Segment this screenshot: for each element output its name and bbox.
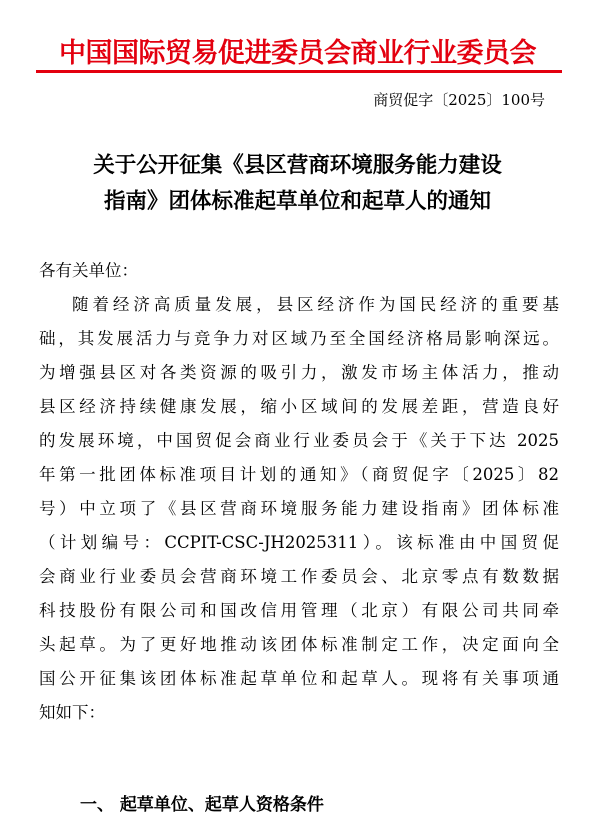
body-line: 随着经济高质量发展，县区经济作为国民经济的重要基 xyxy=(72,295,559,314)
notice-title xyxy=(40,148,555,220)
header-red-rule xyxy=(36,70,562,73)
body-line: 会商业行业委员会营商环境工作委员会、北京零点有数数据 xyxy=(39,567,559,586)
notice-title-line-1: 关于公开征集《县区营商环境服务能力建设 xyxy=(93,153,502,178)
body-line: 号）中立项了《县区营商环境服务能力建设指南》团体标准 xyxy=(39,499,559,518)
body-paragraph xyxy=(39,288,559,730)
body-line: 科技股份有限公司和国改信用管理（北京）有限公司共同牵 xyxy=(39,601,559,620)
notice-title-line-2: 指南》团体标准起草单位和起草人的通知 xyxy=(103,189,491,214)
body-line: 头起草。为了更好地推动该团体标准制定工作，决定面向全 xyxy=(39,635,559,654)
body-line: 的发展环境，中国贸促会商业行业委员会于《关于下达 2025 xyxy=(39,431,559,450)
body-line: 国公开征集该团体标准起草单位和起草人。现将有关事项通 xyxy=(39,669,559,688)
body-line: （计划编号：CCPIT-CSC-JH2025311）。该标准由中国贸促 xyxy=(39,533,559,552)
body-line: 县区经济持续健康发展，缩小区域间的发展差距，营造良好 xyxy=(39,397,559,416)
issuing-organization-header: 中国国际贸易促进委员会商业行业委员会 xyxy=(59,38,536,69)
body-line: 础，其发展活力与竞争力对区域乃至全国经济格局影响深远。 xyxy=(39,329,559,348)
document-number: 商贸促字〔2025〕100号 xyxy=(373,91,545,109)
section-heading: 一、 起草单位、起草人资格条件 xyxy=(80,795,324,815)
body-line: 年第一批团体标准项目计划的通知》（商贸促字〔2025〕82 xyxy=(39,465,559,484)
body-line: 知如下： xyxy=(39,703,105,722)
salutation: 各有关单位： xyxy=(39,261,138,280)
body-line: 为增强县区对各类资源的吸引力，激发市场主体活力，推动 xyxy=(39,363,559,382)
